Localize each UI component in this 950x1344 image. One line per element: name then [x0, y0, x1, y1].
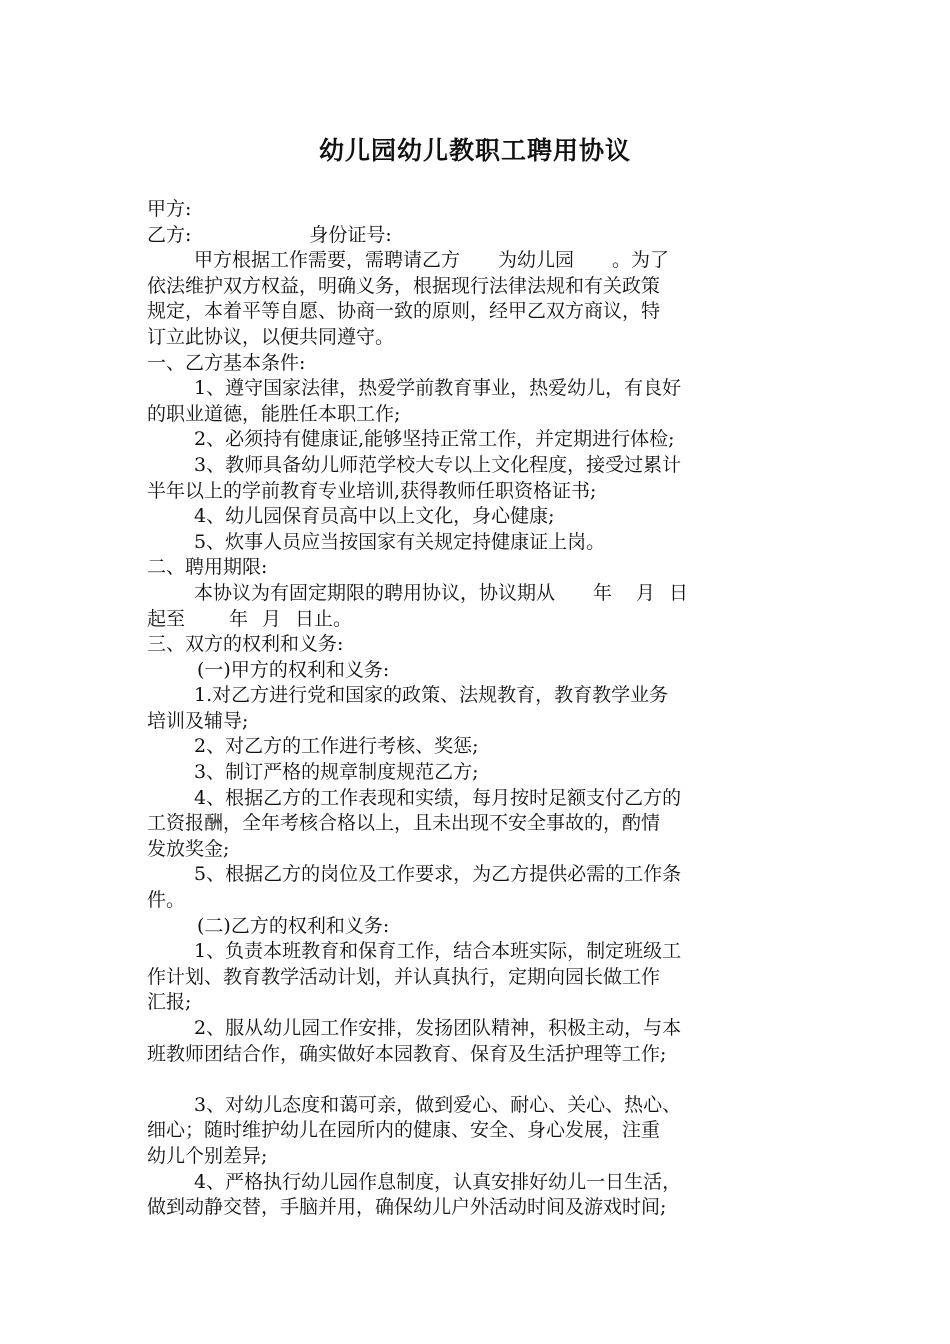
paragraph-line: 4、根据乙方的工作表现和实绩，每月按时足额支付乙方的 [194, 786, 682, 809]
paragraph-line: 4、幼儿园保育员高中以上文化，身心健康; [194, 505, 555, 528]
paragraph-line: 2、对乙方的工作进行考核、奖惩; [194, 735, 479, 758]
paragraph-line: 5、炊事人员应当按国家有关规定持健康证上岗。 [194, 530, 606, 553]
paragraph-line: 细心；随时维护幼儿在园所内的健康、安全、身心发展，注重 [147, 1119, 661, 1142]
party-b-line [147, 223, 822, 249]
paragraph-line: 的职业道德，能胜任本职工作; [147, 402, 401, 425]
paragraph-line: 1.对乙方进行党和国家的政策、法规教育，教育教学业务 [194, 684, 669, 707]
paragraph-line: 1、遵守国家法律，热爱学前教育事业，热爱幼儿，有良好 [194, 377, 682, 400]
subsection-heading: (一)甲方的权利和义务: [197, 658, 390, 681]
paragraph-line [147, 248, 822, 274]
text-span: 。为了 [612, 249, 670, 272]
id-number-label: 身份证号: [309, 223, 392, 246]
paragraph-line: 半年以上的学前教育专业培训,获得教师任职资格证书; [147, 479, 597, 502]
term-line [147, 581, 822, 607]
paragraph-line: 4、严格执行幼儿园作息制度，认真安排好幼儿一日生活， [194, 1170, 682, 1193]
party-b-label: 乙方: [147, 223, 192, 246]
paragraph-line: 5、根据乙方的岗位及工作要求，为乙方提供必需的工作条 [194, 863, 682, 886]
month-label: 月 [636, 581, 656, 604]
paragraph-line: 3、对幼儿态度和蔼可亲，做到爱心、耐心、关心、热心、 [194, 1093, 682, 1116]
subsection-heading: (二)乙方的权利和义务: [197, 914, 390, 937]
page-title: 幼儿园幼儿教职工聘用协议 [318, 136, 631, 165]
party-a-label: 甲方: [147, 198, 192, 220]
section-heading: 一、乙方基本条件: [147, 351, 306, 374]
term-line [147, 607, 822, 633]
paragraph-line: 依法维护双方权益，明确义务，根据现行法律法规和有关政策 [147, 274, 661, 297]
paragraph-line: 件。 [147, 889, 186, 912]
year-label: 年 [229, 607, 249, 630]
paragraph-line: 2、服从幼儿园工作安排，发扬团队精神，积极主动，与本 [194, 1017, 682, 1039]
paragraph-line: 幼儿个别差异; [147, 1144, 268, 1167]
paragraph-line: 工资报酬，全年考核合格以上，且未出现不安全事故的，酌情 [147, 812, 661, 835]
document-body [147, 197, 822, 1221]
paragraph-line: 做到动静交替，手脑并用，确保幼儿户外活动时间及游戏时间; [147, 1196, 667, 1219]
paragraph-line: 班教师团结合作，确实做好本园教育、保育及生活护理等工作; [147, 1042, 667, 1065]
text-span: 为幼儿园 [498, 249, 575, 272]
section-heading: 二、聘用期限: [147, 556, 268, 579]
paragraph-line: 汇报; [147, 991, 192, 1014]
paragraph-line: 1、负责本班教育和保育工作，结合本班实际，制定班级工 [194, 940, 682, 963]
month-label: 月 [262, 607, 282, 630]
text-span: 本协议为有固定期限的聘用协议，协议期从 [194, 581, 556, 604]
day-label: 日止。 [295, 607, 353, 630]
text-span: 甲方根据工作需要，需聘请乙方 [194, 249, 461, 272]
section-heading: 三、双方的权利和义务: [147, 633, 344, 656]
paragraph-line: 3、教师具备幼儿师范学校大专以上文化程度，接受过累计 [194, 453, 682, 476]
paragraph-line: 2、必须持有健康证,能够坚持正常工作，并定期进行体检; [194, 428, 675, 451]
year-label: 年 [593, 581, 613, 604]
text-span: 起至 [147, 607, 186, 630]
day-label: 日 [669, 581, 689, 604]
party-a-line [147, 197, 822, 223]
paragraph-line: 订立此协议，以便共同遵守。 [147, 325, 395, 348]
paragraph-line: 3、制订严格的规章制度规范乙方; [194, 761, 479, 784]
paragraph-line: 培训及辅导; [147, 709, 249, 732]
paragraph-line: 作计划、教育教学活动计划，并认真执行，定期向园长做工作 [147, 965, 661, 988]
paragraph-line: 规定，本着平等自愿、协商一致的原则，经甲乙双方商议，特 [147, 300, 661, 323]
blank-line [147, 1067, 822, 1093]
paragraph-line: 发放奖金; [147, 837, 230, 860]
